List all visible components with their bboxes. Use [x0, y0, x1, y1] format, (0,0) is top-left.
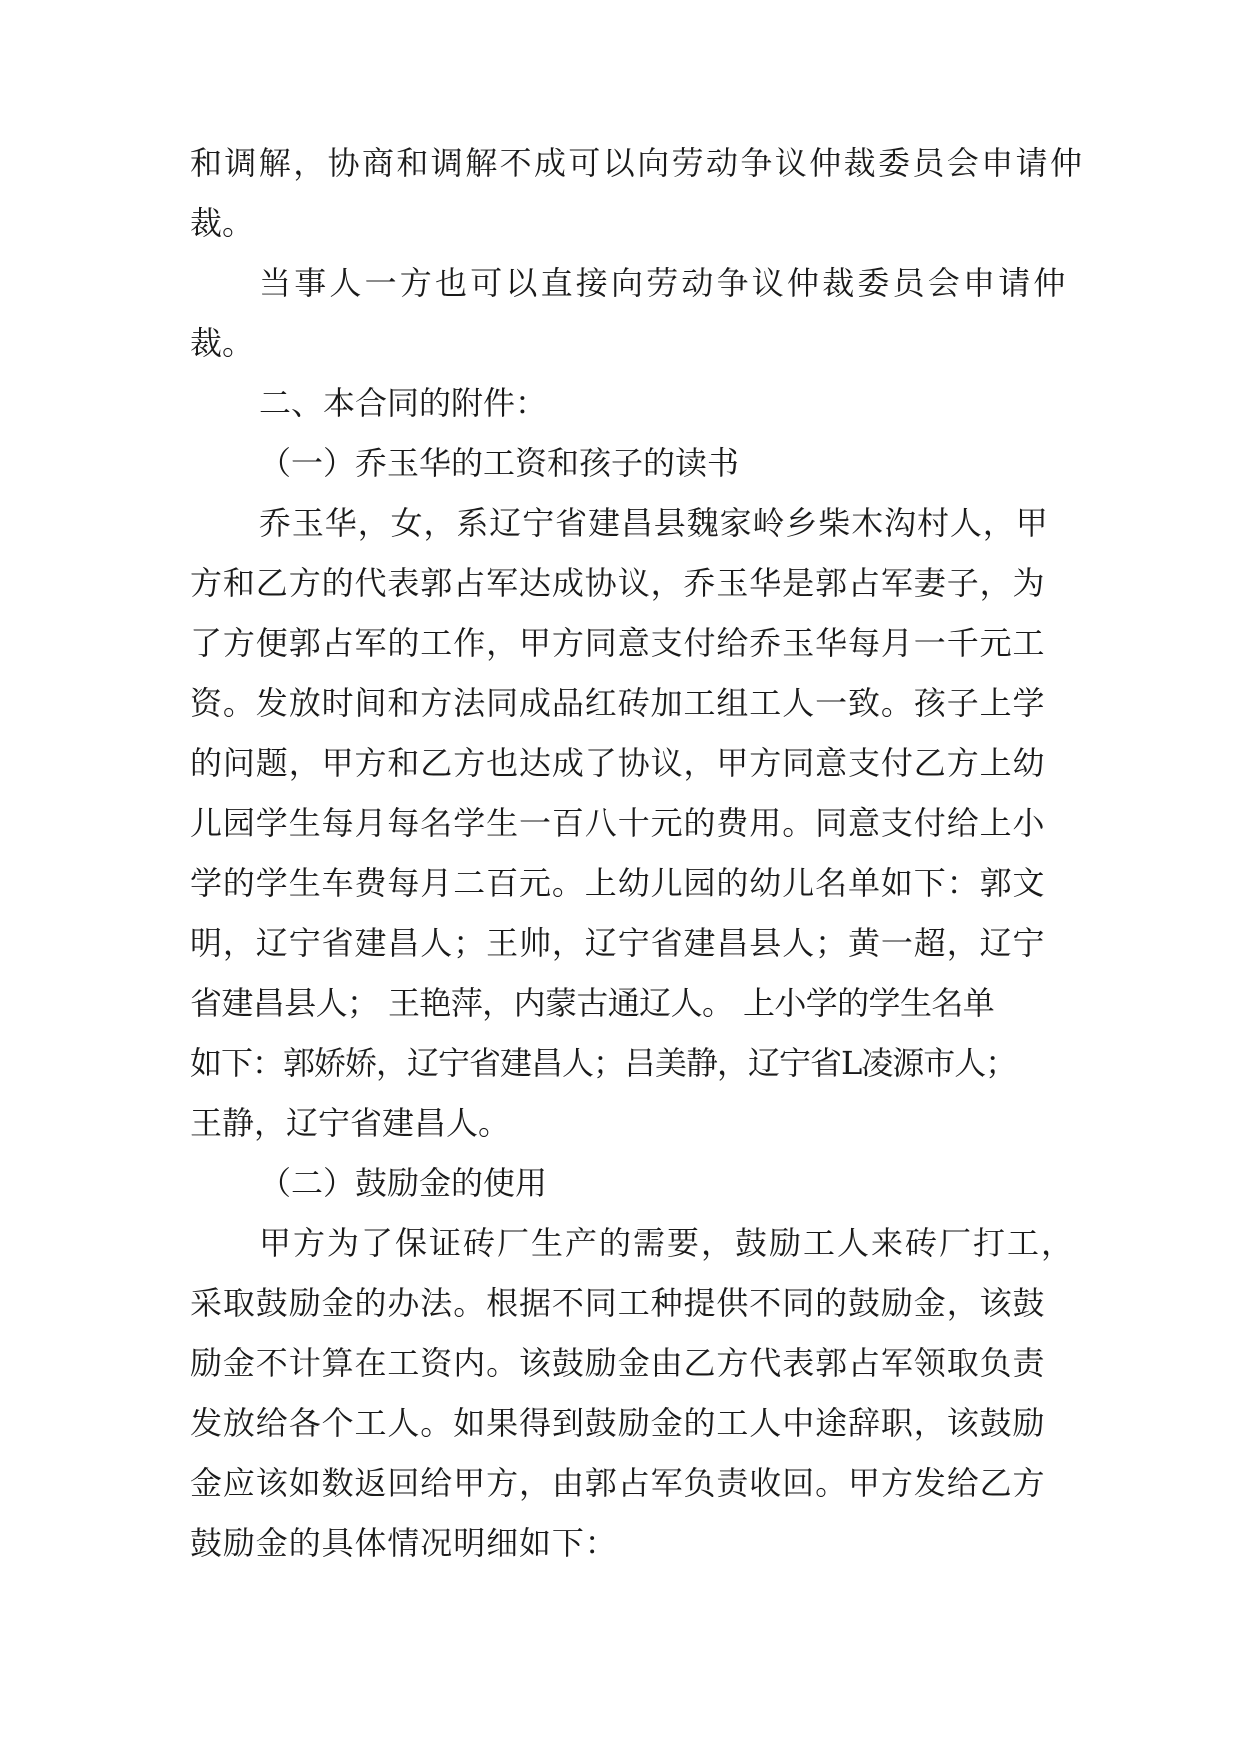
body-text-line: 甲方为了保证砖厂生产的需要，鼓励工人来砖厂打工，: [259, 1224, 1076, 1262]
section-heading: 二、本合同的附件：: [259, 384, 548, 422]
body-text-line: 金应该如数返回给甲方，由郭占军负责收回。甲方发给乙方: [190, 1464, 1046, 1502]
body-text-line: 资。发放时间和方法同成品红砖加工组工人一致。孩子上学: [190, 684, 1046, 722]
body-text-line: 王静，辽宁省建昌人。: [190, 1104, 511, 1142]
subsection-heading: （二）鼓励金的使用: [259, 1164, 548, 1202]
body-text-line: 明，辽宁省建昌人；王帅，辽宁省建昌县人；黄一超，辽宁: [190, 924, 1046, 962]
body-text-line: 学的学生车费每月二百元。上幼儿园的幼儿名单如下：郭文: [190, 864, 1046, 902]
body-text-line: 发放给各个工人。如果得到鼓励金的工人中途辞职，该鼓励: [190, 1404, 1046, 1442]
body-text-line: 鼓励金的具体情况明细如下：: [190, 1524, 618, 1562]
body-text-line: 了方便郭占军的工作，甲方同意支付给乔玉华每月一千元工: [190, 624, 1046, 662]
body-text-line: 乔玉华，女，系辽宁省建昌县魏家岭乡柴木沟村人，甲: [259, 504, 1049, 542]
body-text-line: 和调解，协商和调解不成可以向劳动争议仲裁委员会申请仲: [190, 144, 1085, 182]
body-text-line: 裁。: [190, 324, 255, 362]
subsection-heading: （一）乔玉华的工资和孩子的读书: [259, 444, 740, 482]
body-text-line: 当事人一方也可以直接向劳动争议仲裁委员会申请仲: [259, 264, 1069, 302]
body-text-line: 的问题，甲方和乙方也达成了协议，甲方同意支付乙方上幼: [190, 744, 1046, 782]
body-text-line: 裁。: [190, 204, 255, 242]
body-text-line: 儿园学生每月每名学生一百八十元的费用。同意支付给上小: [190, 804, 1046, 842]
body-text-line: 省建昌县人； 王艳萍，内蒙古通辽人。 上小学的学生名单: [190, 984, 995, 1022]
body-text-line: 如下：郭娇娇，辽宁省建昌人；吕美静，辽宁省L凌源市人；: [190, 1044, 1017, 1082]
body-text-line: 采取鼓励金的办法。根据不同工种提供不同的鼓励金，该鼓: [190, 1284, 1046, 1322]
body-text-line: 励金不计算在工资内。该鼓励金由乙方代表郭占军领取负责: [190, 1344, 1046, 1382]
body-text-line: 方和乙方的代表郭占军达成协议，乔玉华是郭占军妻子，为: [190, 564, 1046, 602]
